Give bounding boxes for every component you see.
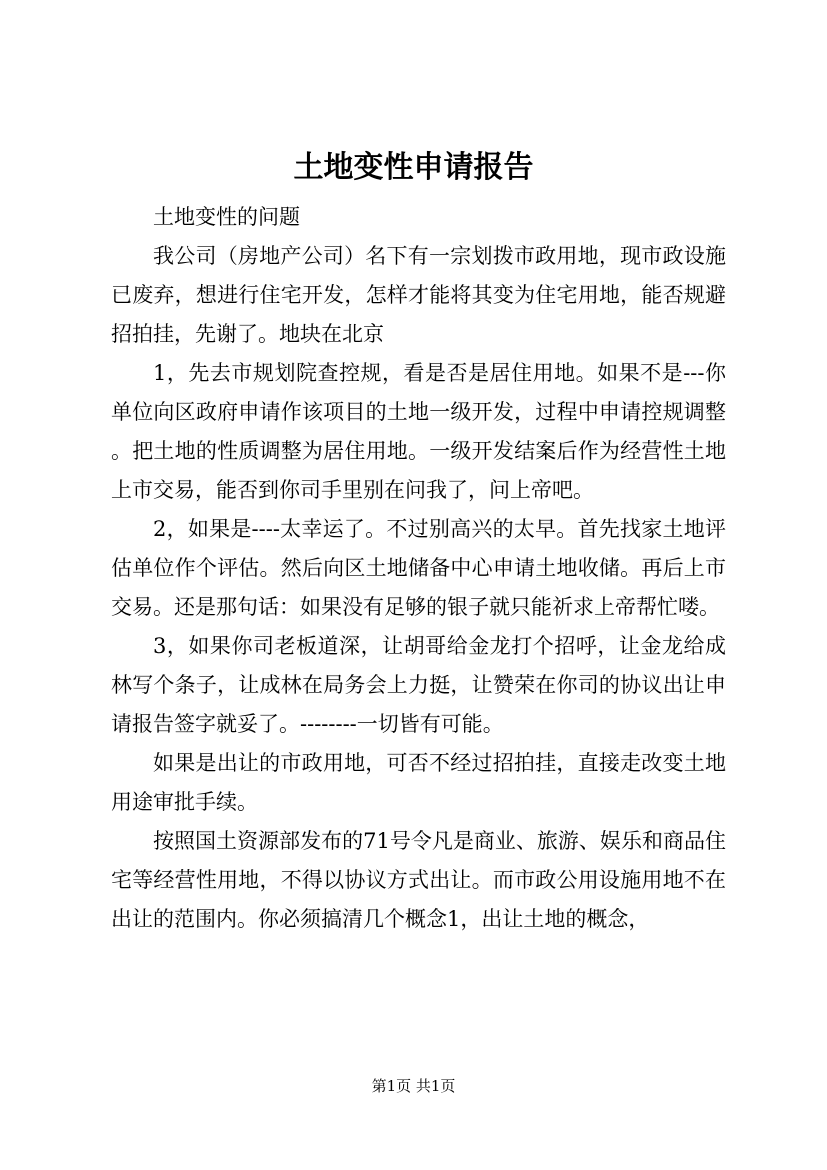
paragraph-heading: 土地变性的问题: [153, 205, 300, 229]
page-footer: 第1页 共1页: [371, 1077, 456, 1095]
document-title: 土地变性申请报告: [293, 150, 534, 185]
document-body: [111, 198, 726, 939]
paragraph-answer-1: 1，先去市规划院查控规，看是否是居住用地。如果不是---你单位向区政府申请作该项目的土地一级开发，过程中申请控规调整。把土地的性质调整为居住用地。一级开发结案后作为经营性土地上市交易，能否到你司手里别在问我了，问上帝吧。: [111, 361, 726, 502]
paragraph-answer-2: 2，如果是----太幸运了。不过别高兴的太早。首先找家土地评估单位作个评估。然后向区土地储备中心申请土地收储。再后上市交易。还是那句话：如果没有足够的银子就只能祈求上帝帮忙喽。: [111, 517, 726, 619]
paragraph-regulation: 按照国土资源部发布的71号令凡是商业、旅游、娱乐和商品住宅等经营性用地，不得以协议方式出让。而市政公用设施用地不在出让的范围内。你必须搞清几个概念1，出让土地的概念，: [111, 829, 726, 931]
paragraph-question: 我公司（房地产公司）名下有一宗划拨市政用地，现市政设施已废弃，想进行住宅开发，怎样才能将其变为住宅用地，能否规避招拍挂，先谢了。地块在北京: [111, 244, 726, 346]
paragraph-answer-3: 3，如果你司老板道深，让胡哥给金龙打个招呼，让金龙给成林写个条子，让成林在局务会上力挺，让赞荣在你司的协议出让申请报告签字就妥了。--------一切皆有可能。: [111, 634, 726, 736]
paragraph-question-2: 如果是出让的市政用地，可否不经过招拍挂，直接走改变土地用途审批手续。: [111, 751, 726, 814]
